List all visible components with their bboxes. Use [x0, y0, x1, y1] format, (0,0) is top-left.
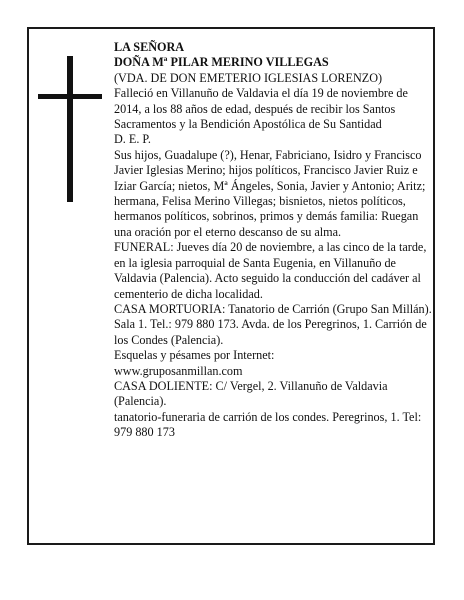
- family-list: Sus hijos, Guadalupe (?), Henar, Fabriciano, Isidro y Francisco Javier Iglesias Merino; hijos políticos, Francisco Javier Ruiz e Iziar García; nietos, Mª Ángeles, Sonia, Javier y Antonio; Aritz; hermana, Felisa Merino Villegas; bisnietos, nietos políticos, hermanos políticos, sobrinos, primos y demás familia: Ruegan una oración por el eterno descanso de su alma.: [114, 147, 426, 239]
- cross-icon-bar: [38, 94, 102, 99]
- esquelas-line: Esquelas y pésames por Internet:: [114, 348, 275, 363]
- website-link[interactable]: www.gruposanmillan.com: [114, 363, 243, 378]
- casa-mortuoria: CASA MORTUORIA: Tanatorio de Carrión (Grupo San Millán). Sala 1. Tel.: 979 880 173. Avda. de los Peregrinos, 1. Carrión de los Condes (Palencia).: [114, 301, 432, 347]
- obituary-title: LA SEÑORA: [114, 40, 185, 54]
- widow-line: (VDA. DE DON EMETERIO IGLESIAS LORENZO): [114, 70, 383, 85]
- death-notice: Falleció en Villanuño de Valdavia el día 19 de noviembre de 2014, a los 88 años de edad, después de recibir los Santos Sacramentos y la Bendición Apostólica de Su Santidad: [114, 86, 408, 132]
- obituary-frame: [27, 27, 435, 545]
- deceased-name: DOÑA Mª PILAR MERINO VILLEGAS: [114, 55, 329, 70]
- casa-doliente: CASA DOLIENTE: C/ Vergel, 2. Villanuño de Valdavia (Palencia).: [114, 378, 388, 409]
- tanatorio-line: tanatorio-funeraria de carrión de los condes. Peregrinos, 1. Tel: 979 880 173: [114, 409, 422, 440]
- cross-icon: [67, 56, 73, 202]
- funeral-info: FUNERAL: Jueves día 20 de noviembre, a las cinco de la tarde, en la iglesia parroquial de Santa Eugenia, en Villanuño de Valdavia (Palencia). Acto seguido la conducción del cadáver al cementerio de dicha localidad.: [114, 240, 427, 301]
- obituary-text: [114, 40, 432, 441]
- dep-line: D. E. P.: [114, 132, 151, 147]
